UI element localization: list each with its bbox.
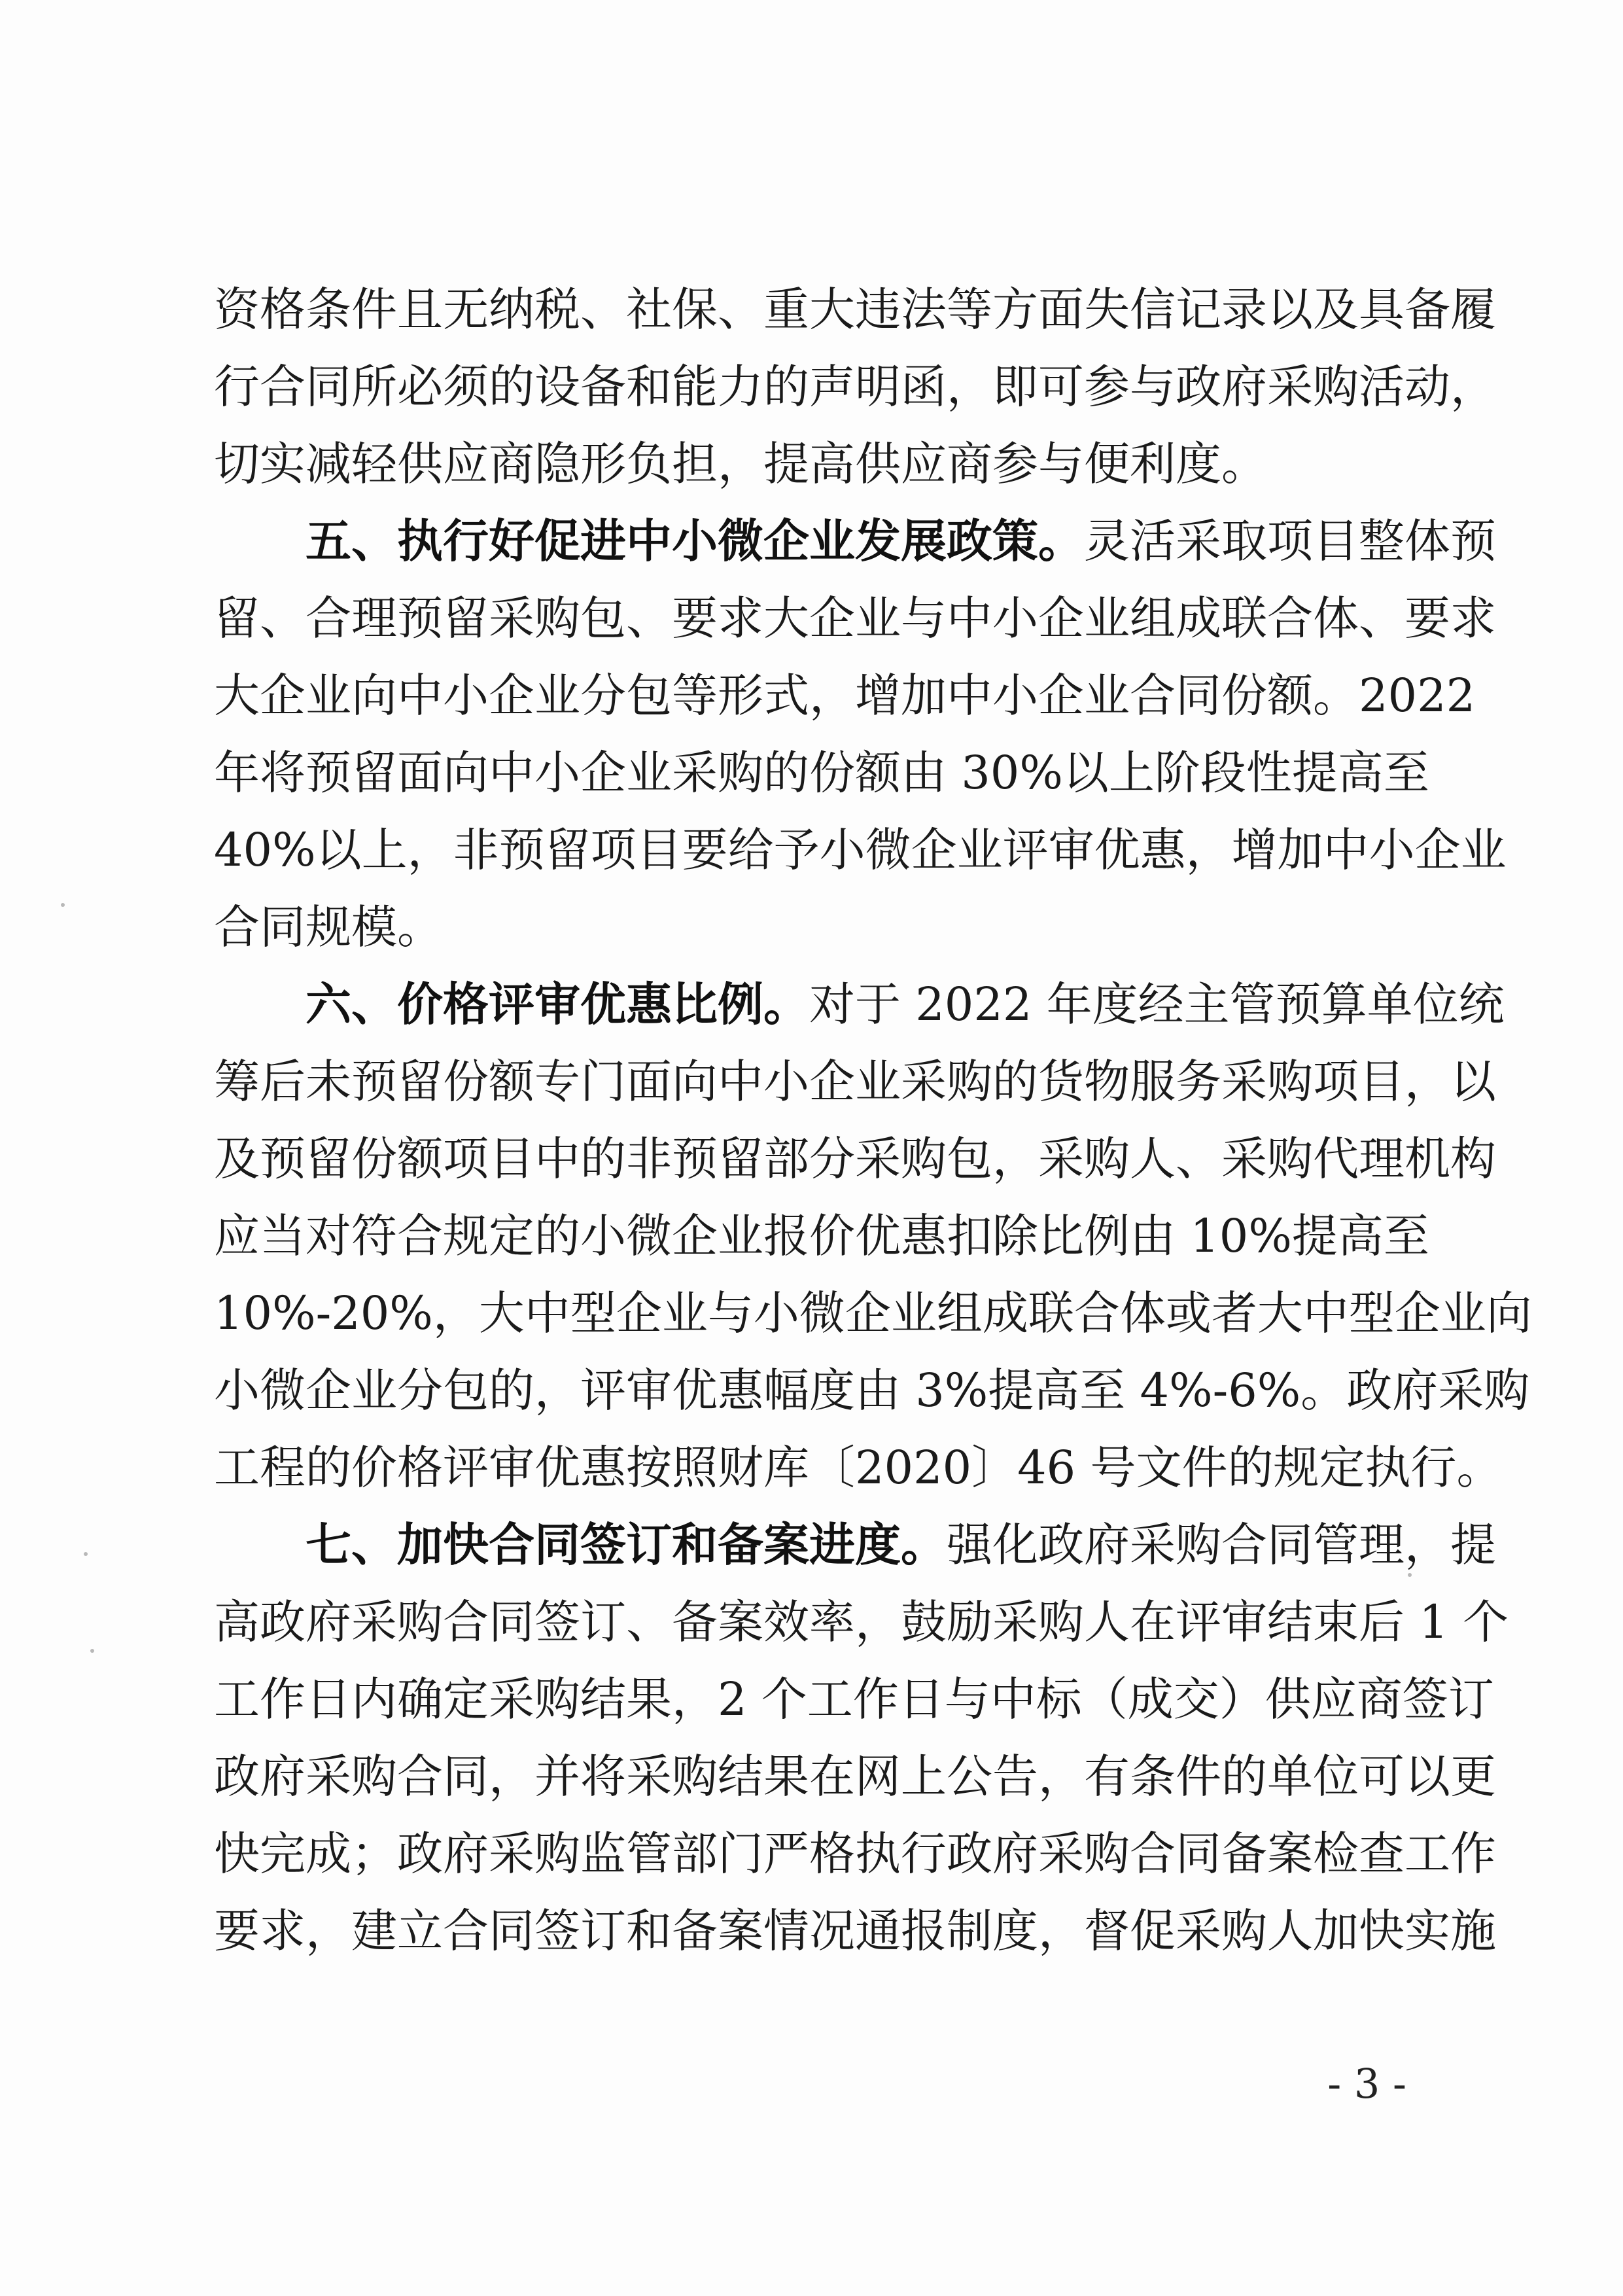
text-line: 要求，建立合同签订和备案情况通报制度，督促采购人加快实施 [214,1904,1496,1958]
text-line: 留、合理预留采购包、要求大企业与中小企业组成联合体、要求 [214,592,1496,645]
text-run: 对于 2022 年度经主管预算单位统 [809,978,1505,1031]
text-line: 40%以上，非预留项目要给予小微企业评审优惠，增加中小企业 [214,823,1507,877]
page-number: - 3 - [1327,2060,1406,2108]
text-line: 快完成；政府采购监管部门严格执行政府采购合同备案检查工作 [214,1827,1496,1881]
scan-speck [61,903,65,907]
section-heading-5: 五、执行好促进中小微企业发展政策。 [305,514,1084,568]
scan-speck [1408,1573,1412,1577]
text-line: 行合同所必须的设备和能力的声明函，即可参与政府采购活动， [214,360,1496,414]
section-first-line [305,1506,1496,1584]
text-line: 资格条件且无纳税、社保、重大违法等方面失信记录以及具备履 [214,283,1496,336]
section-first-line [305,965,1505,1044]
text-run: 灵活采取项目整体预 [1084,514,1496,568]
text-line: 工作日内确定采购结果，2 个工作日与中标（成交）供应商签订 [214,1672,1494,1726]
text-line: 小微企业分包的，评审优惠幅度由 3%提高至 4%-6%。政府采购 [214,1364,1530,1417]
text-line: 高政府采购合同签订、备案效率，鼓励采购人在评审结束后 1 个 [214,1595,1509,1649]
text-run: 强化政府采购合同管理，提 [947,1518,1496,1572]
text-line: 年将预留面向中小企业采购的份额由 30%以上阶段性提高至 [214,746,1429,800]
text-line: 大企业向中小企业分包等形式，增加中小企业合同份额。2022 [214,669,1476,722]
text-line: 应当对符合规定的小微企业报价优惠扣除比例由 10%提高至 [214,1209,1429,1263]
text-line: 政府采购合同，并将采购结果在网上公告，有条件的单位可以更 [214,1750,1496,1803]
section-first-line [305,502,1496,580]
section-heading-7: 七、加快合同签订和备案进度。 [305,1518,947,1572]
text-line: 筹后未预留份额专门面向中小企业采购的货物服务采购项目，以 [214,1055,1496,1108]
scan-speck [84,1552,88,1556]
text-line: 及预留份额项目中的非预留部分采购包，采购人、采购代理机构 [214,1132,1496,1186]
text-line: 10%-20%，大中型企业与小微企业组成联合体或者大中型企业向 [214,1286,1532,1340]
text-line: 工程的价格评审优惠按照财库〔2020〕46 号文件的规定执行。 [214,1441,1503,1494]
section-heading-6: 六、价格评审优惠比例。 [305,978,809,1031]
text-line: 切实减轻供应商隐形负担，提高供应商参与便利度。 [214,437,1267,491]
text-line: 合同规模。 [214,900,443,954]
scan-speck [90,1649,94,1653]
